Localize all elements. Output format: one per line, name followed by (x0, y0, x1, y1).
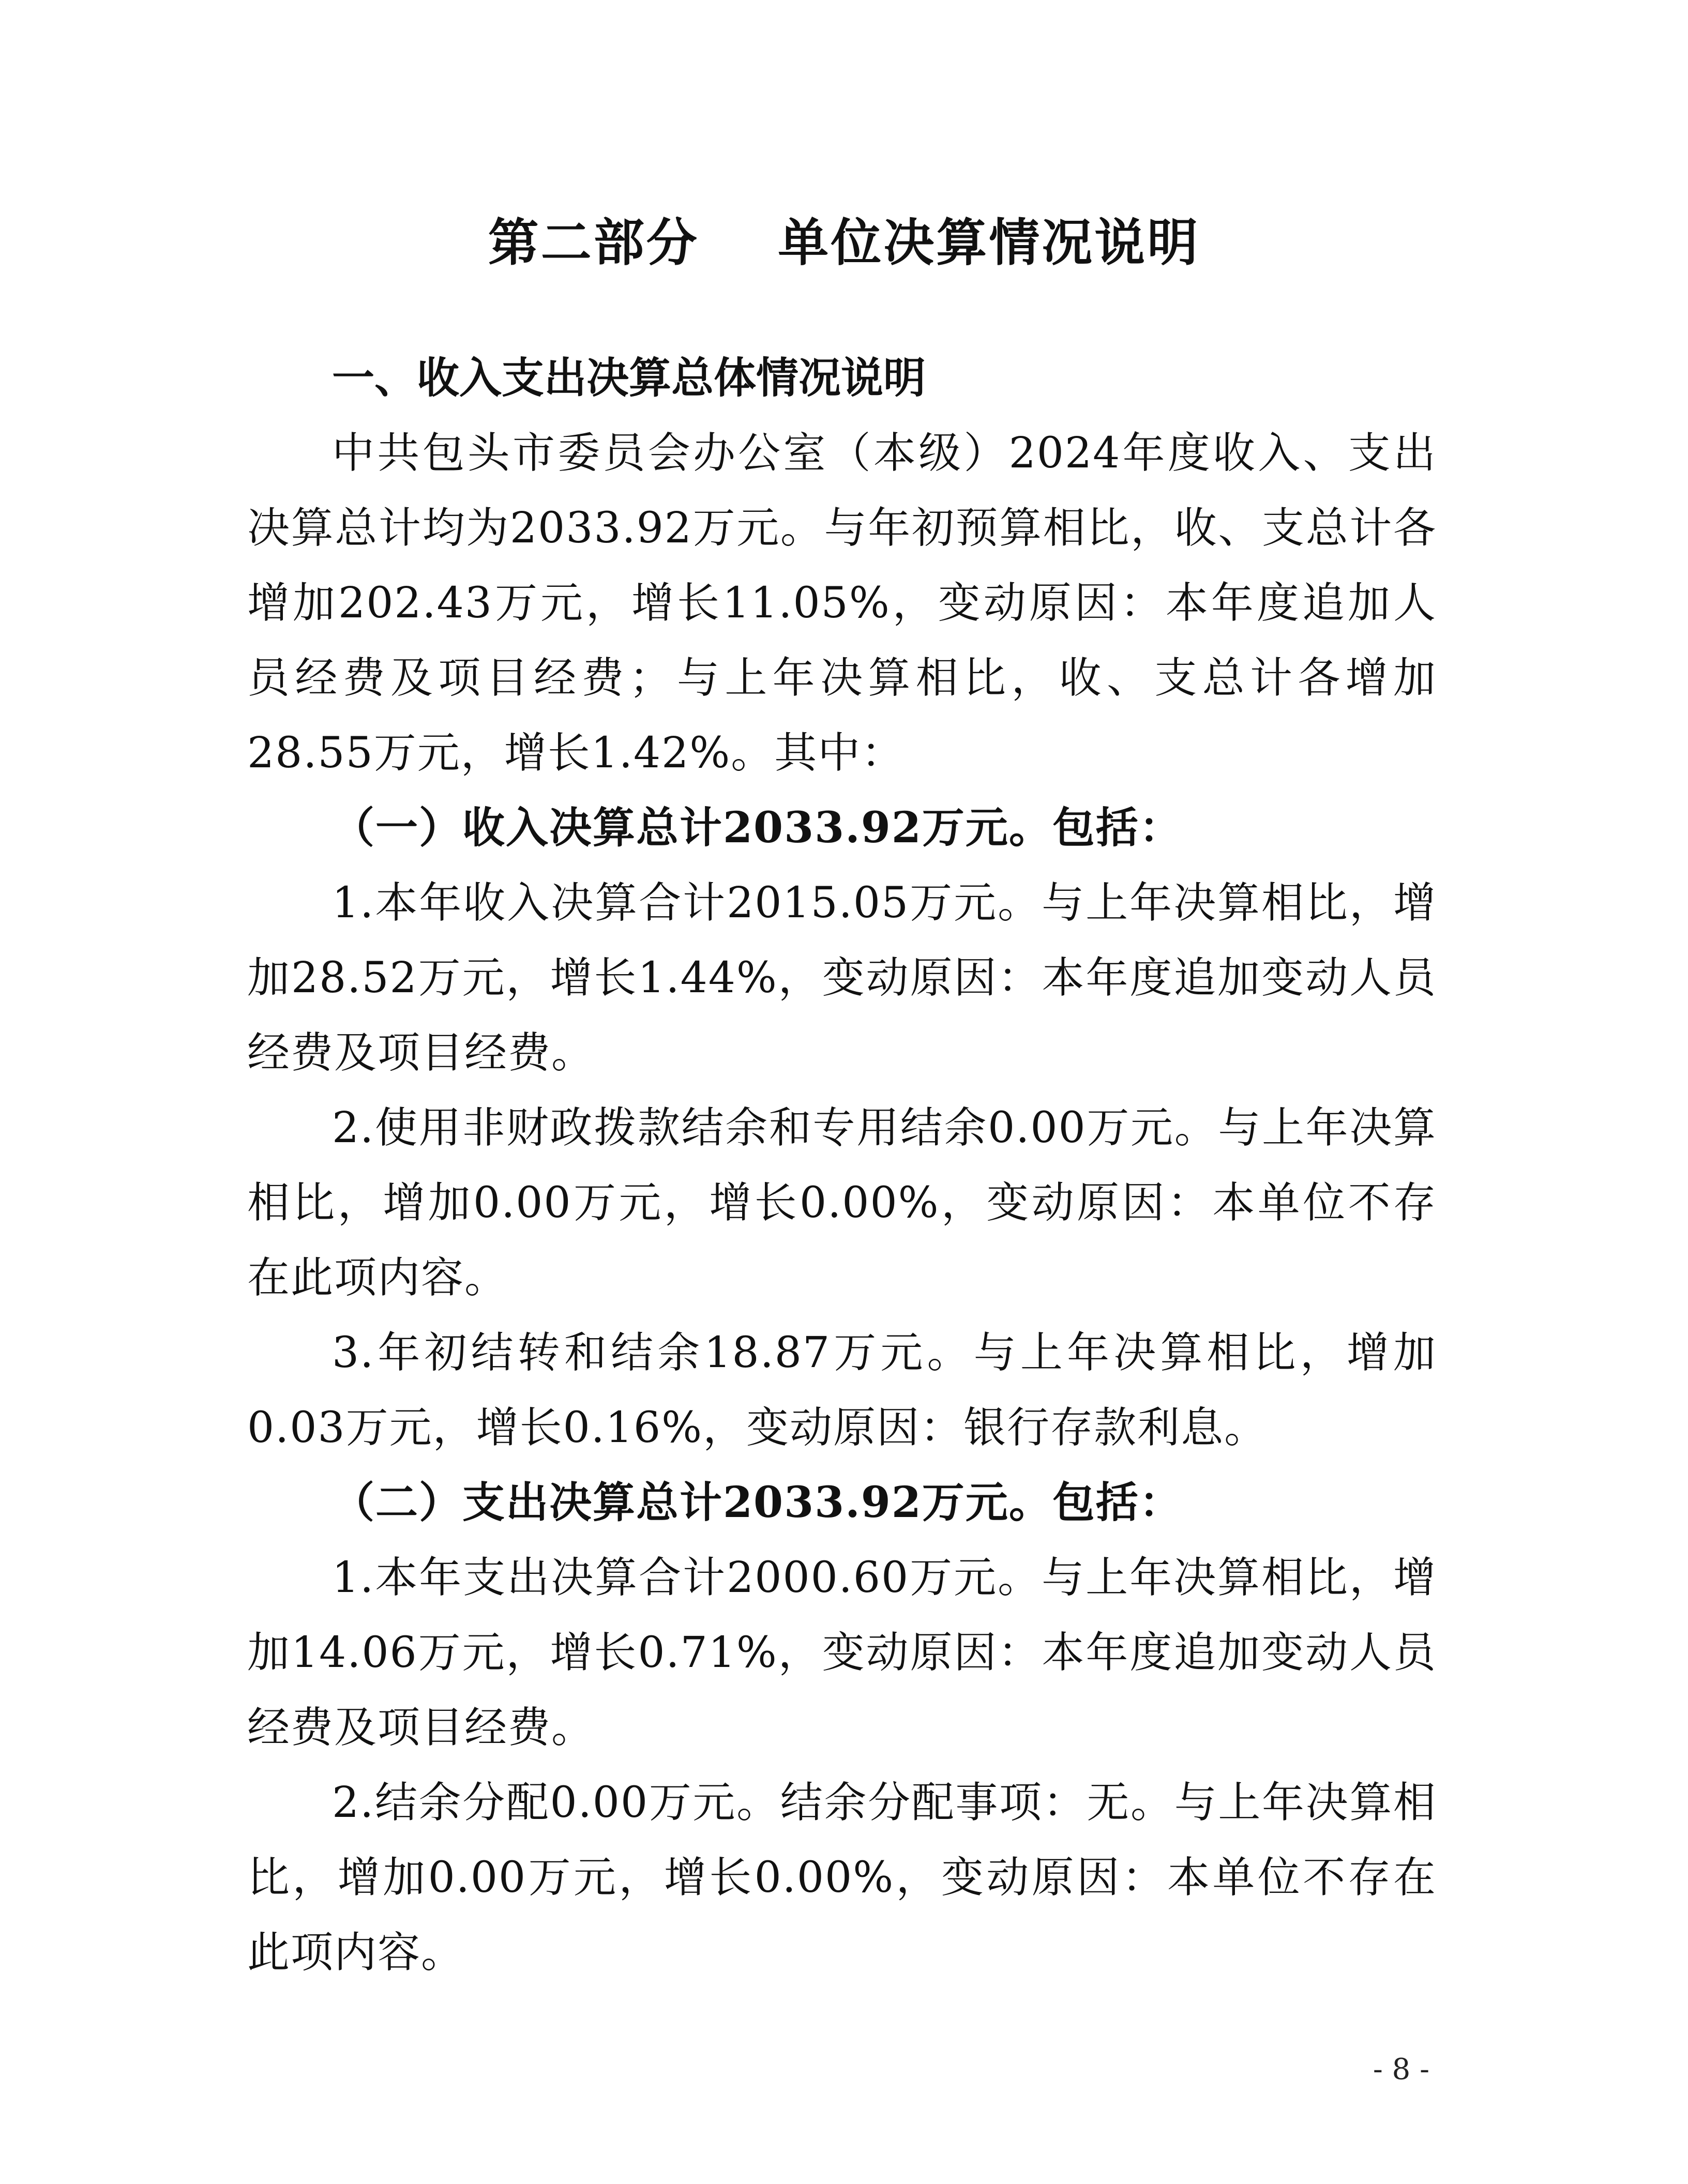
document-body (247, 341, 1437, 1990)
paragraph-income-2: 2.使用非财政拨款结余和专用结余0.00万元。与上年决算相比，增加0.00万元，增长0.00%，变动原因：本单位不存在此项内容。 (247, 1103, 1437, 1302)
page-number: - 8 - (1373, 2053, 1429, 2086)
subheading-income: （一）收入决算总计2033.92万元。包括： (332, 803, 1183, 853)
paragraph-overview: 中共包头市委员会办公室（本级）2024年度收入、支出决算总计均为2033.92万元。与年初预算相比，收、支总计各增加202.43万元，增长11.05%，变动原因：本年度追加人员经费及项目经费；与上年决算相比，收、支总计各增加28.55万元，增长1.42%。其中： (247, 429, 1437, 778)
paragraph-income-1: 1.本年收入决算合计2015.05万元。与上年决算相比，增加28.52万元，增长1.44%，变动原因：本年度追加变动人员经费及项目经费。 (247, 878, 1437, 1078)
paragraph-expenditure-2: 2.结余分配0.00万元。结余分配事项：无。与上年决算相比，增加0.00万元，增长0.00%，变动原因：本单位不存在此项内容。 (247, 1778, 1437, 1977)
page-title: 第二部分 单位决算情况说明 (488, 214, 1200, 272)
section-heading: 一、收入支出决算总体情况说明 (332, 354, 926, 403)
paragraph-expenditure-1: 1.本年支出决算合计2000.60万元。与上年决算相比，增加14.06万元，增长0.71%，变动原因：本年度追加变动人员经费及项目经费。 (247, 1553, 1437, 1752)
paragraph-income-3: 3.年初结转和结余18.87万元。与上年决算相比，增加0.03万元，增长0.16%，变动原因：银行存款利息。 (247, 1328, 1437, 1452)
subheading-expenditure: （二）支出决算总计2033.92万元。包括： (332, 1478, 1183, 1527)
